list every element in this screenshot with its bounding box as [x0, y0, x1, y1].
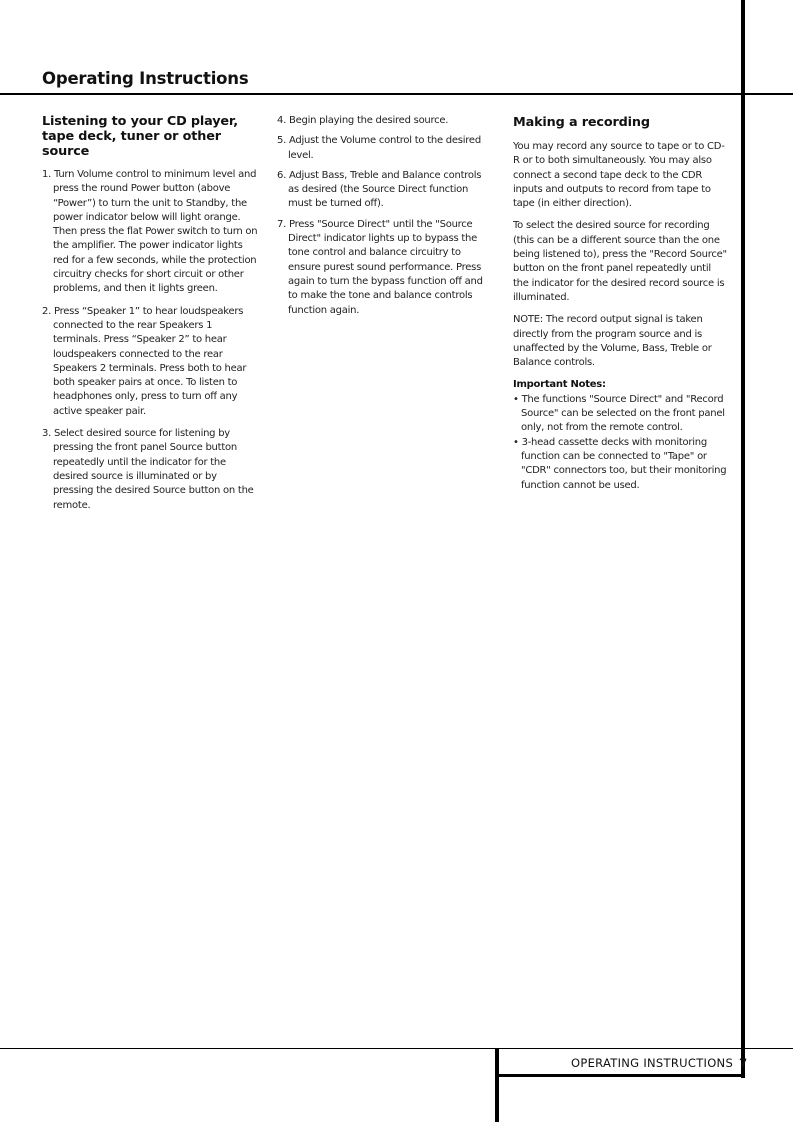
- column-listening-continued: [277, 114, 493, 324]
- list-item: 4. Begin playing the desired source.: [277, 115, 449, 126]
- list-item: 1. Turn Volume control to minimum level and press the round Power button (above “Power”) to turn the unit to Standby, the power indicator below will light orange. Then press the flat Power switch to turn on the amplifier. The power indicator lights red for a few seconds, while the protection circuitry checks for short circuit or other problems, and then it lights green.: [42, 169, 258, 295]
- important-notes-heading: Important Notes:: [513, 379, 606, 391]
- recording-paragraph: You may record any source to tape or to CD-R or to both simultaneously. You may also connect a second tape deck to the CDR inputs and outputs to record from tape to tape (in either direction).: [513, 141, 725, 210]
- list-item: 7. Press "Source Direct" until the "Source Direct" indicator lights up to bypass the tone control and balance circuitry to ensure purest sound performance. Press again to turn the bypass function off and to make the tone and balance controls function again.: [277, 218, 483, 316]
- list-item: 6. Adjust Bass, Treble and Balance controls as desired (the Source Direct function must be turned off).: [277, 169, 482, 210]
- list-item: • 3-head cassette decks with monitoring function can be connected to "Tape" or "CDR" connectors too, but their monitoring function cannot be used.: [513, 436, 727, 491]
- footer-rule: [0, 1048, 793, 1049]
- column-recording: [513, 114, 727, 493]
- footer-box-bottom-rule: [495, 1074, 745, 1077]
- list-item: 3. Select desired source for listening by pressing the front panel Source button repeatedly until the indicator for the desired source is illuminated or by pressing the desired Source button on the remote.: [42, 428, 254, 511]
- page-title: Operating Instructions: [42, 69, 249, 88]
- recording-paragraph: To select the desired source for recording (this can be a different source than the one being listened to), press the "Record Source" button on the front panel repeatedly until the indicator for the desired record source is illuminated.: [513, 220, 727, 303]
- important-notes-list: [513, 393, 727, 493]
- listening-steps-list: [42, 168, 258, 513]
- header-rule: [0, 93, 793, 95]
- recording-note-paragraph: NOTE: The record output signal is taken directly from the program source and is unaffected by the Volume, Bass, Treble or Balance controls.: [513, 314, 712, 369]
- list-item: • The functions "Source Direct" and "Record Source" can be selected on the front panel only, not from the remote control.: [513, 393, 725, 434]
- section-heading-recording: Making a recording: [513, 115, 650, 130]
- list-item: 5. Adjust the Volume control to the desired level.: [277, 135, 481, 161]
- right-edge-vertical-rule: [739, 0, 748, 1078]
- list-item: 2. Press “Speaker 1” to hear loudspeakers connected to the rear Speakers 1 terminals. Press “Speaker 2” to hear loudspeakers connected to the rear Speakers 2 terminals. Press both to hear both speaker pairs at once. To listen to headphones only, press to turn off any active speaker pair.: [42, 305, 247, 417]
- column-listening: [42, 114, 258, 521]
- listening-steps-list-continued: [277, 114, 493, 318]
- section-heading-listening: Listening to your CD player, tape deck, tuner or other source: [42, 114, 238, 159]
- footer-section-name: OPERATING INSTRUCTIONS: [571, 1056, 734, 1070]
- footer-section-label: [571, 1056, 747, 1070]
- footer-box-left-rule: [495, 1048, 499, 1122]
- page-number: 7: [739, 1056, 748, 1070]
